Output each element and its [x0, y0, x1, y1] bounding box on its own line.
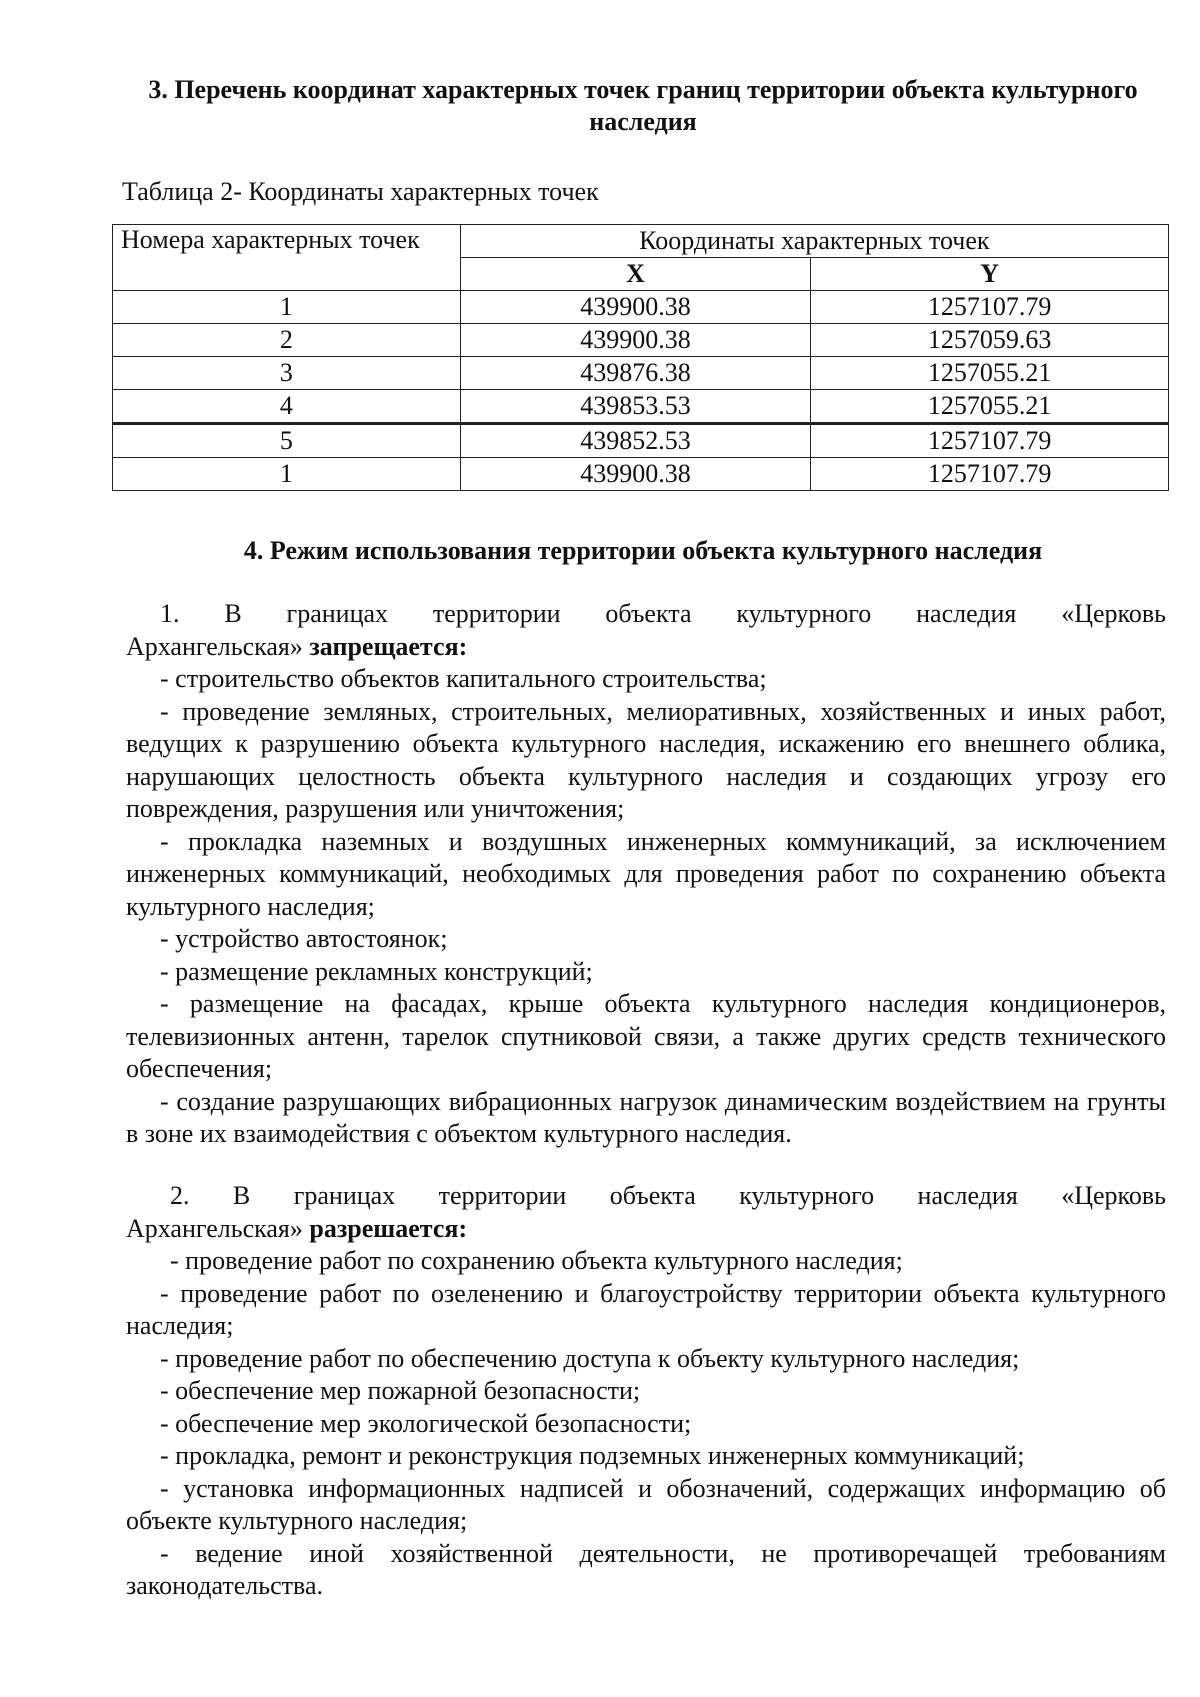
table-caption: Таблица 2- Координаты характерных точек	[122, 177, 599, 206]
list-item: - строительство объектов капитального строительства;	[160, 664, 767, 693]
point-number: 3	[113, 357, 461, 390]
list-item: - установка информационных надписей и обозначений, содержащих информацию об объекте культурного наследия;	[126, 1473, 1166, 1535]
table-row	[113, 424, 1169, 458]
section-3-title: 3. Перечень координат характерных точек границ территории объекта культурного наследия	[148, 75, 1138, 136]
list-item: - создание разрушающих вибрационных нагрузок динамическим воздействием на грунты в зоне их взаимодействия с объектом культурного наследия.	[126, 1086, 1166, 1148]
section-4-title: 4. Режим использования территории объекта культурного наследия	[243, 536, 1043, 565]
x-value: 439876.38	[460, 357, 811, 390]
list-item: - проведение работ по обеспечению доступа к объекту культурного наследия;	[160, 1343, 1020, 1373]
table-row	[113, 357, 1169, 390]
table-header-row	[113, 225, 1169, 258]
table-row	[113, 324, 1169, 357]
point-number: 5	[113, 424, 461, 458]
table-row	[113, 390, 1169, 424]
x-value: 439900.38	[460, 291, 811, 324]
permitted-keyword: разрешается:	[309, 1213, 468, 1243]
list-item: - проведение работ по сохранению объекта культурного наследия;	[170, 1246, 903, 1275]
header-y: Y	[811, 258, 1169, 291]
prohibited-intro-line2	[126, 631, 1166, 664]
y-value: 1257055.21	[811, 357, 1169, 390]
y-value: 1257107.79	[811, 458, 1169, 491]
table-row	[113, 291, 1169, 324]
y-value: 1257107.79	[811, 291, 1169, 324]
point-number: 1	[113, 458, 461, 491]
y-value: 1257059.63	[811, 324, 1169, 357]
header-point-numbers: Номера характерных точек	[113, 225, 461, 291]
list-item: - обеспечение мер пожарной безопасности;	[160, 1376, 641, 1405]
list-item: - ведение иной хозяйственной деятельности, не противоречащей требованиям законодательства.	[126, 1538, 1166, 1600]
x-value: 439900.38	[460, 324, 811, 357]
prohibited-section	[126, 598, 1166, 1151]
list-item: - обеспечение мер экологической безопасности;	[160, 1408, 692, 1438]
header-coordinates: Координаты характерных точек	[460, 225, 1168, 258]
y-value: 1257055.21	[811, 390, 1169, 424]
y-value: 1257107.79	[811, 424, 1169, 458]
coordinates-table	[112, 224, 1169, 491]
permitted-section	[126, 1180, 1166, 1603]
prohibited-intro-line1: 1. В границах территории объекта культурного наследия «Церковь	[160, 599, 1166, 628]
point-number: 4	[113, 390, 461, 424]
list-item: - размещение рекламных конструкций;	[160, 956, 593, 986]
x-value: 439853.53	[460, 390, 811, 424]
list-item: - прокладка, ремонт и реконструкция подземных инженерных коммуникаций;	[160, 1441, 1025, 1470]
point-number: 1	[113, 291, 461, 324]
list-item: - устройство автостоянок;	[160, 924, 448, 953]
prohibited-keyword: запрещается:	[309, 631, 468, 661]
permitted-intro-line1: 2. В границах территории объекта культурного наследия «Церковь	[170, 1181, 1166, 1210]
list-item: - размещение на фасадах, крыше объекта культурного наследия кондиционеров, телевизионных антенн, тарелок спутниковой связи, а также других средств технического обеспечения;	[126, 989, 1166, 1083]
x-value: 439900.38	[460, 458, 811, 491]
prohibited-object-name: Архангельская»	[126, 631, 303, 661]
permitted-intro-line2	[126, 1213, 1166, 1246]
permitted-object-name: Архангельская»	[126, 1213, 303, 1243]
list-item: - проведение работ по озеленению и благоустройству территории объекта культурного наследия;	[126, 1278, 1166, 1340]
header-x: X	[460, 258, 811, 291]
x-value: 439852.53	[460, 424, 811, 458]
list-item: - прокладка наземных и воздушных инженерных коммуникаций, за исключением инженерных коммуникаций, необходимых для проведения работ по сохранению объекта культурного наследия;	[126, 826, 1166, 921]
point-number: 2	[113, 324, 461, 357]
list-item: - проведение земляных, строительных, мелиоративных, хозяйственных и иных работ, ведущих к разрушению объекта культурного наследия, искажению его внешнего облика, нарушающих целостность объекта культурного наследия и создающих угрозу его повреждения, разрушения или уничтожения;	[126, 696, 1166, 823]
table-row	[113, 458, 1169, 491]
